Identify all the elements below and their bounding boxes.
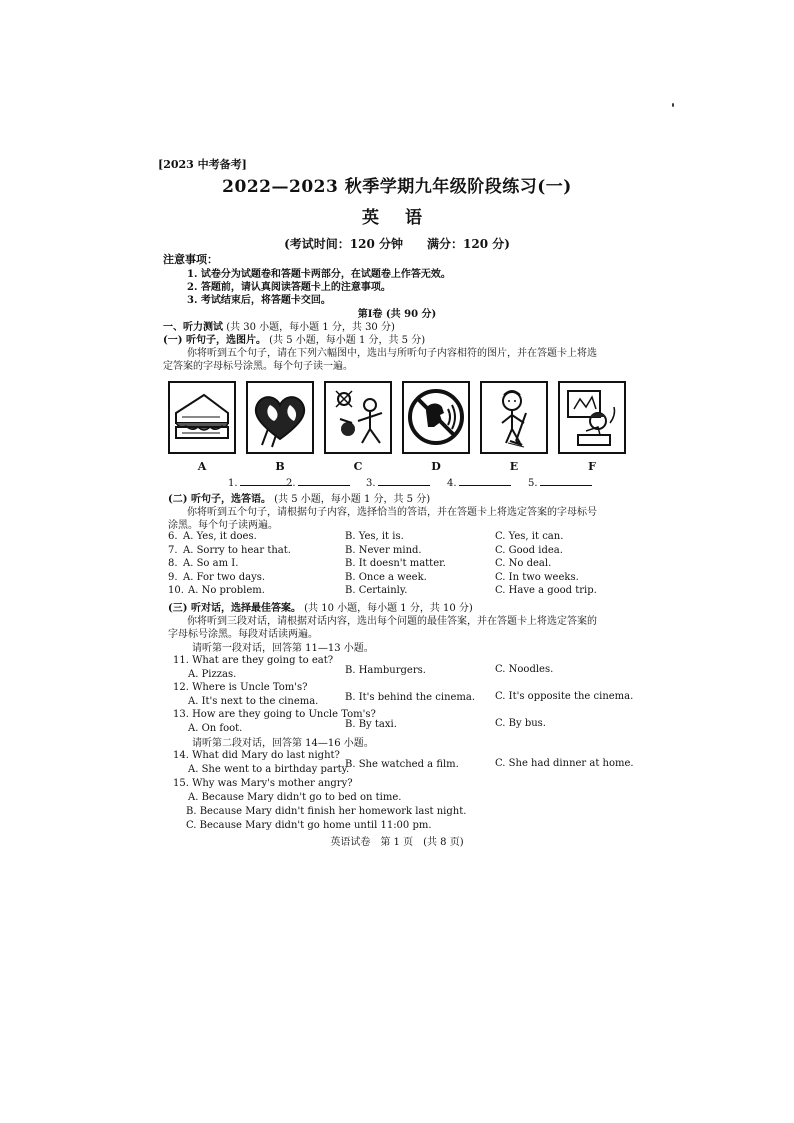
picture-a-sandwich — [168, 381, 236, 454]
picture-label-a: A — [197, 460, 207, 473]
picture-f-girl-reading — [558, 381, 626, 454]
q9-option-a: A. For two days. — [183, 572, 266, 583]
answer-blank-1[interactable]: 1. — [228, 476, 292, 489]
page-footer: 英语试卷 第 1 页 (共 8 页) — [330, 837, 464, 848]
boy-sweeping-icon — [482, 383, 546, 452]
part2-detail: (共 5 小题，每小题 1 分，共 5 分) — [274, 494, 431, 505]
note-item-2: 2. 答题前，请认真阅读答题卡上的注意事项。 — [187, 282, 391, 293]
q10-number: 10. — [168, 585, 184, 596]
page-title: 2022—2023 秋季学期九年级阶段练习(一) — [222, 177, 572, 197]
q6-option-c: C. Yes, it can. — [495, 531, 564, 542]
q9-option-b: B. Once a week. — [345, 572, 427, 583]
q13-stem: 13. How are they going to Uncle Tom's? — [173, 709, 376, 720]
part1-instruction-1: 你将听到五个句子，请在下列六幅图中，选出与所听句子内容相符的图片，并在答题卡上将选 — [187, 348, 597, 359]
q6-option-b: B. Yes, it is. — [345, 531, 404, 542]
part1-instruction-2: 定答案的字母标号涂黑。每个句子读一遍。 — [163, 361, 353, 372]
q9-number: 9. — [168, 572, 178, 583]
q7-option-b: B. Never mind. — [345, 545, 422, 556]
picture-label-e: E — [509, 460, 519, 473]
picture-label-d: D — [431, 460, 441, 473]
volume-heading: 第Ⅰ卷 (共 90 分) — [357, 309, 437, 320]
q7-option-c: C. Good idea. — [495, 545, 563, 556]
q14-option-c: C. She had dinner at home. — [495, 758, 634, 769]
q12-stem: 12. Where is Uncle Tom's? — [173, 682, 308, 693]
q13-option-c: C. By bus. — [495, 718, 546, 729]
part1-detail: (共 5 小题，每小题 1 分，共 5 分) — [269, 335, 426, 346]
q15-option-a: A. Because Mary didn't go to bed on time. — [188, 792, 402, 803]
q7-option-a: A. Sorry to hear that. — [183, 545, 291, 556]
part3-detail: (共 10 小题，每小题 1 分，共 10 分) — [304, 603, 473, 614]
no-noise-icon — [404, 383, 468, 452]
q8-option-a: A. So am I. — [183, 558, 239, 569]
answer-blank-4[interactable]: 4. — [447, 476, 511, 489]
q15-stem: 15. Why was Mary's mother angry? — [173, 778, 353, 789]
q11-option-a: A. Pizzas. — [188, 669, 237, 680]
dialog1-intro: 请听第一段对话，回答第 11—13 小题。 — [192, 643, 374, 654]
part3-instruction-2: 字母标号涂黑。每段对话读两遍。 — [168, 629, 318, 640]
q11-stem: 11. What are they going to eat? — [173, 655, 334, 666]
q15-option-c: C. Because Mary didn't go home until 11:00 pm. — [186, 820, 432, 831]
section1-detail: (共 30 小题，每小题 1 分，共 30 分) — [226, 322, 395, 333]
part2-instruction-1: 你将听到五个句子，请根据句子内容，选择恰当的答语，并在答题卡上将选定答案的字母标号 — [187, 507, 597, 518]
picture-e-boy-sweeping — [480, 381, 548, 454]
answer-blank-2[interactable]: 2. — [286, 476, 350, 489]
q14-option-a: A. She went to a birthday party. — [188, 764, 350, 775]
q12-option-c: C. It's opposite the cinema. — [495, 691, 634, 702]
notes-heading: 注意事项： — [163, 253, 218, 266]
q13-option-b: B. By taxi. — [345, 719, 397, 730]
note-item-1: 1. 试卷分为试题卷和答题卡两部分，在试题卷上作答无效。 — [187, 269, 451, 280]
q12-option-b: B. It's behind the cinema. — [345, 692, 476, 703]
q15-option-b: B. Because Mary didn't finish her homework last night. — [186, 806, 467, 817]
picture-b-broken-heart — [246, 381, 314, 454]
q11-option-b: B. Hamburgers. — [345, 665, 426, 676]
subject-title: 英 语 — [362, 208, 432, 228]
note-item-3: 3. 考试结束后，将答题卡交回。 — [187, 295, 331, 306]
q6-option-a: A. Yes, it does. — [183, 531, 257, 542]
q14-stem: 14. What did Mary do last night? — [173, 750, 340, 761]
picture-label-c: C — [353, 460, 363, 473]
answer-blank-5[interactable]: 5. — [528, 476, 592, 489]
part2-title: (二) 听句子，选答语。 — [168, 494, 271, 505]
scan-speck — [672, 103, 674, 107]
part2-instruction-2: 涂黑。每个句子读两遍。 — [168, 520, 278, 531]
exam-time-info: (考试时间：120 分钟 满分：120 分) — [284, 237, 510, 251]
q13-option-a: A. On foot. — [188, 723, 243, 734]
q8-option-c: C. No deal. — [495, 558, 552, 569]
q10-option-a: A. No problem. — [188, 585, 265, 596]
q6-number: 6. — [168, 531, 178, 542]
q11-option-c: C. Noodles. — [495, 664, 554, 675]
part3-instruction-1: 你将听到三段对话，请根据对话内容，选出每个问题的最佳答案，并在答题卡上将选定答案的 — [187, 616, 597, 627]
q8-option-b: B. It doesn't matter. — [345, 558, 446, 569]
q12-option-a: A. It's next to the cinema. — [188, 696, 319, 707]
part1-title: (一) 听句子，选图片。 — [163, 335, 266, 346]
picture-label-f: F — [588, 460, 596, 473]
q9-option-c: C. In two weeks. — [495, 572, 579, 583]
picture-label-b: B — [275, 460, 285, 473]
q14-option-b: B. She watched a film. — [345, 759, 459, 770]
section1-title: 一、听力测试 — [163, 322, 223, 333]
picture-d-no-noise — [402, 381, 470, 454]
picture-c-kids-playing — [324, 381, 392, 454]
q10-option-c: C. Have a good trip. — [495, 585, 597, 596]
answer-blank-3[interactable]: 3. — [366, 476, 430, 489]
q7-number: 7. — [168, 545, 178, 556]
q8-number: 8. — [168, 558, 178, 569]
broken-heart-icon — [248, 383, 312, 452]
q10-option-b: B. Certainly. — [345, 585, 408, 596]
exam-tag: [2023 中考备考] — [158, 158, 247, 171]
dialog2-intro: 请听第二段对话，回答第 14—16 小题。 — [192, 738, 374, 749]
part3-title: (三) 听对话，选择最佳答案。 — [168, 603, 301, 614]
sandwich-icon — [170, 383, 234, 452]
girl-reading-icon — [560, 383, 624, 452]
kids-playing-icon — [326, 383, 390, 452]
